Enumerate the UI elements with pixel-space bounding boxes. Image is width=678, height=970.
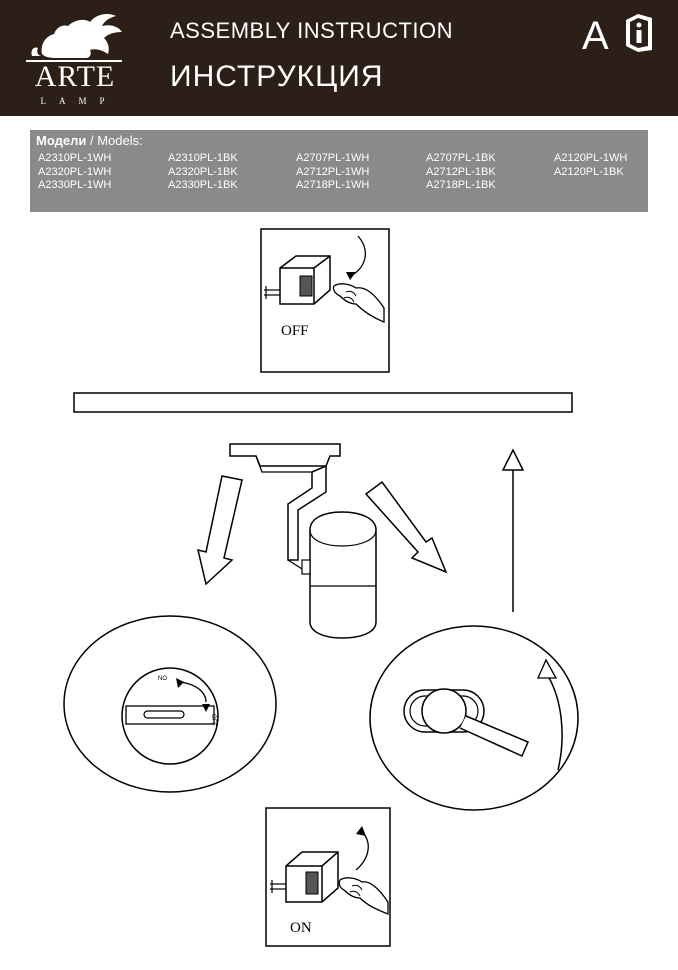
model-code: A2320PL-1WH: [38, 165, 112, 178]
arrow-down-left-icon: [198, 476, 242, 584]
model-code: A2707PL-1WH: [296, 152, 370, 164]
brand-subtitle: LAMP: [40, 96, 118, 106]
lock-lever-detail: [370, 626, 578, 810]
switch-on-panel: [266, 808, 390, 946]
models-label-ru: Модели: [36, 133, 87, 148]
switch-off-panel: [261, 229, 389, 372]
dial-detail: [64, 616, 276, 792]
track-rail: [74, 393, 572, 412]
arrow-up-icon: [503, 450, 523, 612]
curved-arrow-down-icon: [350, 236, 365, 276]
off-label: OFF: [281, 323, 309, 339]
model-code: A2330PL-1WH: [38, 179, 112, 191]
model-code: A2718PL-1BK: [426, 179, 496, 191]
model-code: A2712PL-1WH: [296, 165, 370, 178]
model-code: A2310PL-1WH: [38, 152, 112, 164]
arrow-down-right-icon: [366, 482, 446, 572]
switch-box-icon: [264, 256, 330, 304]
model-code: A2320PL-1BK: [168, 165, 238, 178]
hand-icon: [333, 284, 384, 322]
model-code: A2330PL-1BK: [168, 179, 238, 191]
models-separator: /: [86, 133, 98, 148]
model-code: A2310PL-1BK: [168, 152, 238, 164]
title-english: ASSEMBLY INSTRUCTION: [170, 18, 454, 43]
curved-arrow-up-icon: [356, 832, 368, 870]
model-code: A2712PL-1BK: [426, 165, 496, 178]
model-code: A2120PL-1WH: [554, 152, 628, 164]
model-code: A2707PL-1BK: [426, 152, 496, 164]
dial-off-label: OFF: [210, 714, 216, 726]
on-label: ON: [290, 920, 312, 936]
switch-box-icon: [270, 852, 338, 902]
model-code: A2718PL-1WH: [296, 179, 370, 191]
hand-icon: [339, 878, 388, 914]
language-letter: A: [582, 14, 609, 58]
model-code: A2120PL-1BK: [554, 165, 624, 178]
brand-name: ARTE: [34, 60, 116, 93]
track-lamp-icon: [230, 444, 376, 638]
title-russian: ИНСТРУКЦИЯ: [170, 60, 384, 93]
models-label-en: Models:: [97, 133, 143, 148]
dial-no-label: NO: [158, 676, 167, 682]
